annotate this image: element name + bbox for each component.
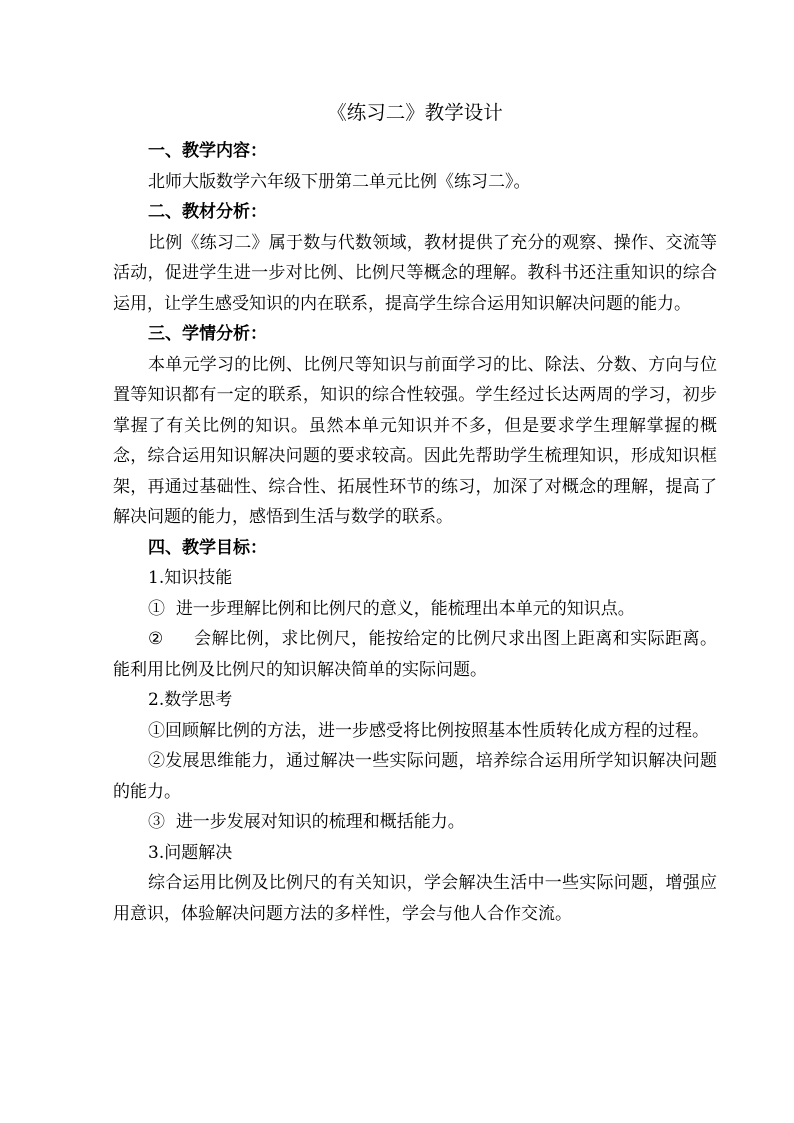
section-heading-textbook-analysis: 二、教材分析： (148, 202, 267, 222)
content-paragraph: 北师大版数学六年级下册第二单元比例《练习二》。 (148, 171, 531, 192)
goal-item (113, 594, 717, 625)
item-text: 进一步理解比例和比例尺的意义，能梳理出本单元的知识点。 (175, 598, 635, 619)
item-text: 进一步发展对知识的梳理和概括能力。 (175, 812, 465, 832)
item-marker: ① (148, 598, 165, 619)
goal-item: 综合运用比例及比例尺的有关知识，学会解决生活中一些实际问题，增强应用意识，体验解决问题方法的多样性，学会与他人合作交流。 (113, 873, 717, 924)
goal-item: ①回顾解比例的方法，进一步感受将比例按照基本性质转化成方程的过程。 (148, 720, 709, 741)
item-marker: ② (148, 629, 164, 649)
goal-item (113, 807, 717, 838)
section-heading-content: 一、教学内容： (148, 141, 267, 161)
item-marker: ③ (148, 812, 165, 832)
goal-subheading-knowledge-skills: 1.知识技能 (148, 568, 233, 588)
student-analysis-paragraph: 本单元学习的比例、比例尺等知识与前面学习的比、除法、分数、方向与位置等知识都有一定的联系，知识的综合性较强。学生经过长达两周的学习，初步掌握了有关比例的知识。虽然本单元知识并不多，但是要求学生理解掌握的概念，综合运用知识解决问题的要求较高。因此先帮助学生梳理知识，形成知识框架，再通过基础性、综合性、拓展性环节的练习，加深了对概念的理解，提高了解决问题的能力，感悟到生活与数学的联系。 (113, 354, 717, 527)
document-body (113, 98, 717, 929)
item-text: 会解比例，求比例尺，能按给定的比例尺求出图上距离和实际距离。能利用比例及比例尺的知识解决简单的实际问题。 (113, 629, 717, 680)
section-heading-teaching-goals: 四、教学目标： (148, 537, 267, 558)
goal-subheading-math-thinking: 2.数学思考 (148, 690, 233, 710)
document-title: 《练习二》教学设计 (327, 101, 503, 124)
textbook-analysis-paragraph: 比例《练习二》属于数与代数领域，教材提供了充分的观察、操作、交流等活动，促进学生进一步对比例、比例尺等概念的理解。教科书还注重知识的综合运用，让学生感受知识的内在联系，提高学生综合运用知识解决问题的能力。 (113, 232, 717, 314)
goal-item: ②发展思维能力，通过解决一些实际问题，培养综合运用所学知识解决问题的能力。 (113, 751, 717, 802)
section-heading-student-analysis: 三、学情分析： (148, 324, 267, 344)
goal-item (113, 624, 717, 685)
goal-subheading-problem-solving: 3.问题解决 (148, 842, 233, 863)
